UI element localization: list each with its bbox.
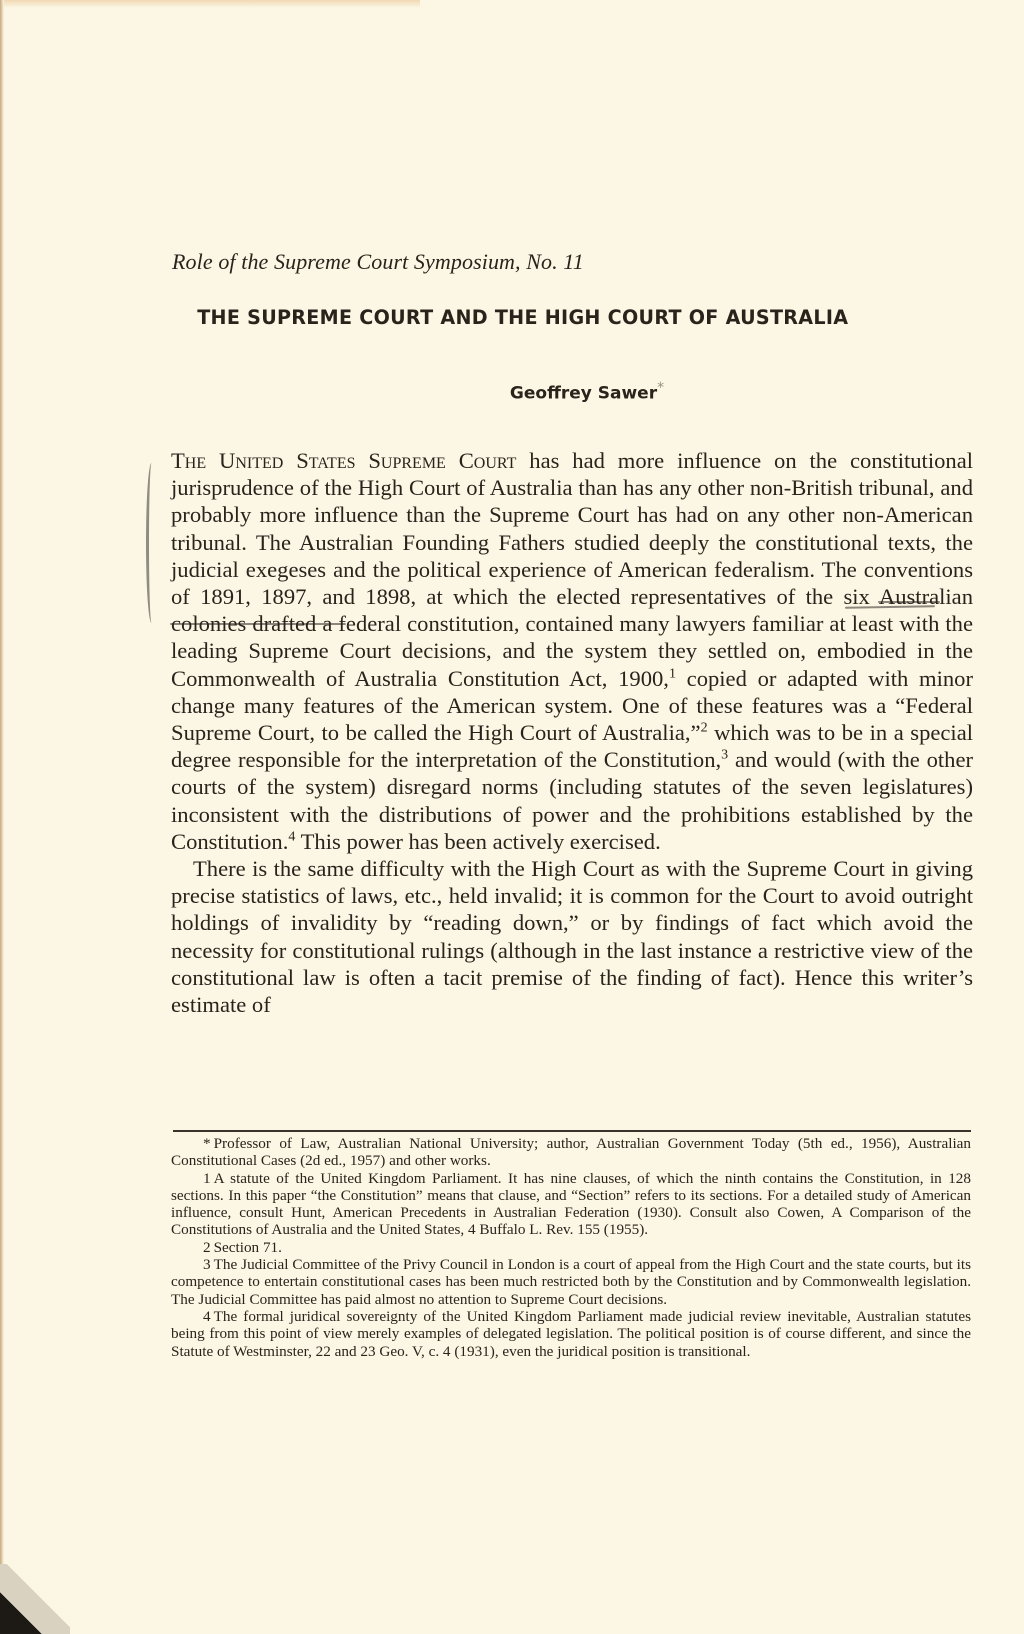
paragraph-text: and would (with the other courts of the system) disregard norms (including statutes of the seven legislatures) inconsistent with the distributions of power and the prohibitions established by the Constitution.	[171, 747, 973, 854]
footnote-2	[171, 1239, 971, 1256]
footnote-mark: *	[203, 1135, 211, 1152]
author-line	[0, 380, 1024, 404]
footnote-mark: 2	[203, 1238, 211, 1256]
footnote-ref-4[interactable]: 4	[288, 829, 296, 845]
footnote-4	[171, 1308, 971, 1360]
paragraph-1	[171, 447, 973, 855]
footnote-text: Professor of Law, Australian National University; author, Australian Government Today (5th ed., 1956), Australian Constitutional Cases (2d ed., 1957) and other works.	[171, 1135, 971, 1170]
pencil-margin-bracket	[146, 463, 157, 623]
footnote-ref-1[interactable]: 1	[668, 666, 676, 682]
footnote-mark: 4	[203, 1307, 211, 1325]
opening-smallcaps: The United States Supreme Court	[171, 448, 517, 473]
paragraph-text: has had more influence on the constitutional jurisprudence of the High Court of Australia than has any other non-British tribunal, and probably more influence than the Supreme Court has had on any other non-American tribunal. The Australian Founding Fathers studied deeply the constitutional texts, the judicial exegeses and the political experience of American federalism. The conventions of 1891, 1897, and 1898, at which the elected representatives of the six Australian colonies drafted a federal constitution, contained many lawyers familiar at least with the leading Supreme Court decisions, and the system they settled on, embodied in the Commonwealth of Australia Constitution Act, 1900,	[171, 448, 973, 691]
article-body	[171, 447, 973, 1018]
paragraph-text: which was to be in a special degree responsible for the interpretation of the Constitution,	[171, 720, 974, 773]
footnote-author	[171, 1135, 971, 1170]
footnote-ref-3[interactable]: 3	[721, 747, 729, 763]
footnote-text: Section 71.	[213, 1238, 282, 1256]
footnote-text: The Judicial Committee of the Privy Council in London is a court of appeal from the High Court and the state courts, but its competence to entertain constitutional cases has been much restricted both by the Constitution and by Commonwealth legislation. The Judicial Committee has paid almost no attention to Supreme Court decisions.	[171, 1256, 971, 1308]
series-title: Role of the Supreme Court Symposium, No. 11	[172, 249, 584, 274]
page-corner-fold	[0, 1564, 70, 1634]
author-name: Geoffrey Sawer	[509, 383, 658, 404]
footnotes	[171, 1135, 971, 1360]
footnote-1	[171, 1170, 971, 1239]
paragraph-text: copied or adapted with minor change many features of the American system. One of these features was a “Federal Supreme Court, to be called the High Court of Australia,”	[171, 665, 973, 746]
page-edge-left	[0, 0, 4, 1634]
footnote-text: The formal juridical sovereignty of the United Kingdom Parliament made judicial review inevitable, Australian statutes being from this point of view merely examples of delegated legislation. The political position is of course different, and since the Statute of Westminster, 22 and 23 Geo. V, c. 4 (1931), even the juridical position is transitional.	[171, 1307, 971, 1360]
footnote-ref-2[interactable]: 2	[700, 720, 708, 736]
paragraph-2: There is the same difficulty with the High Court as with the Supreme Court in giving precise statistics of laws, etc., held invalid; it is common for the Court to avoid outright holdings of invalidity by “reading down,” or by findings of fact which avoid the necessity for constitutional rulings (although in the last instance a restrictive view of the constitutional law is often a tacit premise of the finding of fact). Hence this writer’s estimate of	[171, 856, 973, 1018]
footnote-3	[171, 1256, 971, 1308]
footnote-text: A statute of the United Kingdom Parliament. It has nine clauses, of which the ninth contains the Constitution, in 128 sections. In this paper “the Constitution” means that clause, and “Section” refers to its sections. For a detailed study of American influence, consult Hunt, American Precedents in Australian Federation (1930). Consult also Cowen, A Comparison of the Constitutions of Australia and the United States, 4 Buffalo L. Rev. 155 (1955).	[171, 1169, 971, 1239]
footnote-divider	[173, 1130, 971, 1132]
article-title: THE SUPREME COURT AND THE HIGH COURT OF AUSTRALIA	[197, 306, 849, 329]
footnote-mark: 3	[203, 1256, 211, 1274]
page-edge-shadow	[0, 0, 420, 8]
footnote-mark: 1	[203, 1169, 211, 1187]
paragraph-text: This power has been actively exercised.	[295, 828, 661, 854]
author-footnote-mark: *	[657, 380, 665, 396]
